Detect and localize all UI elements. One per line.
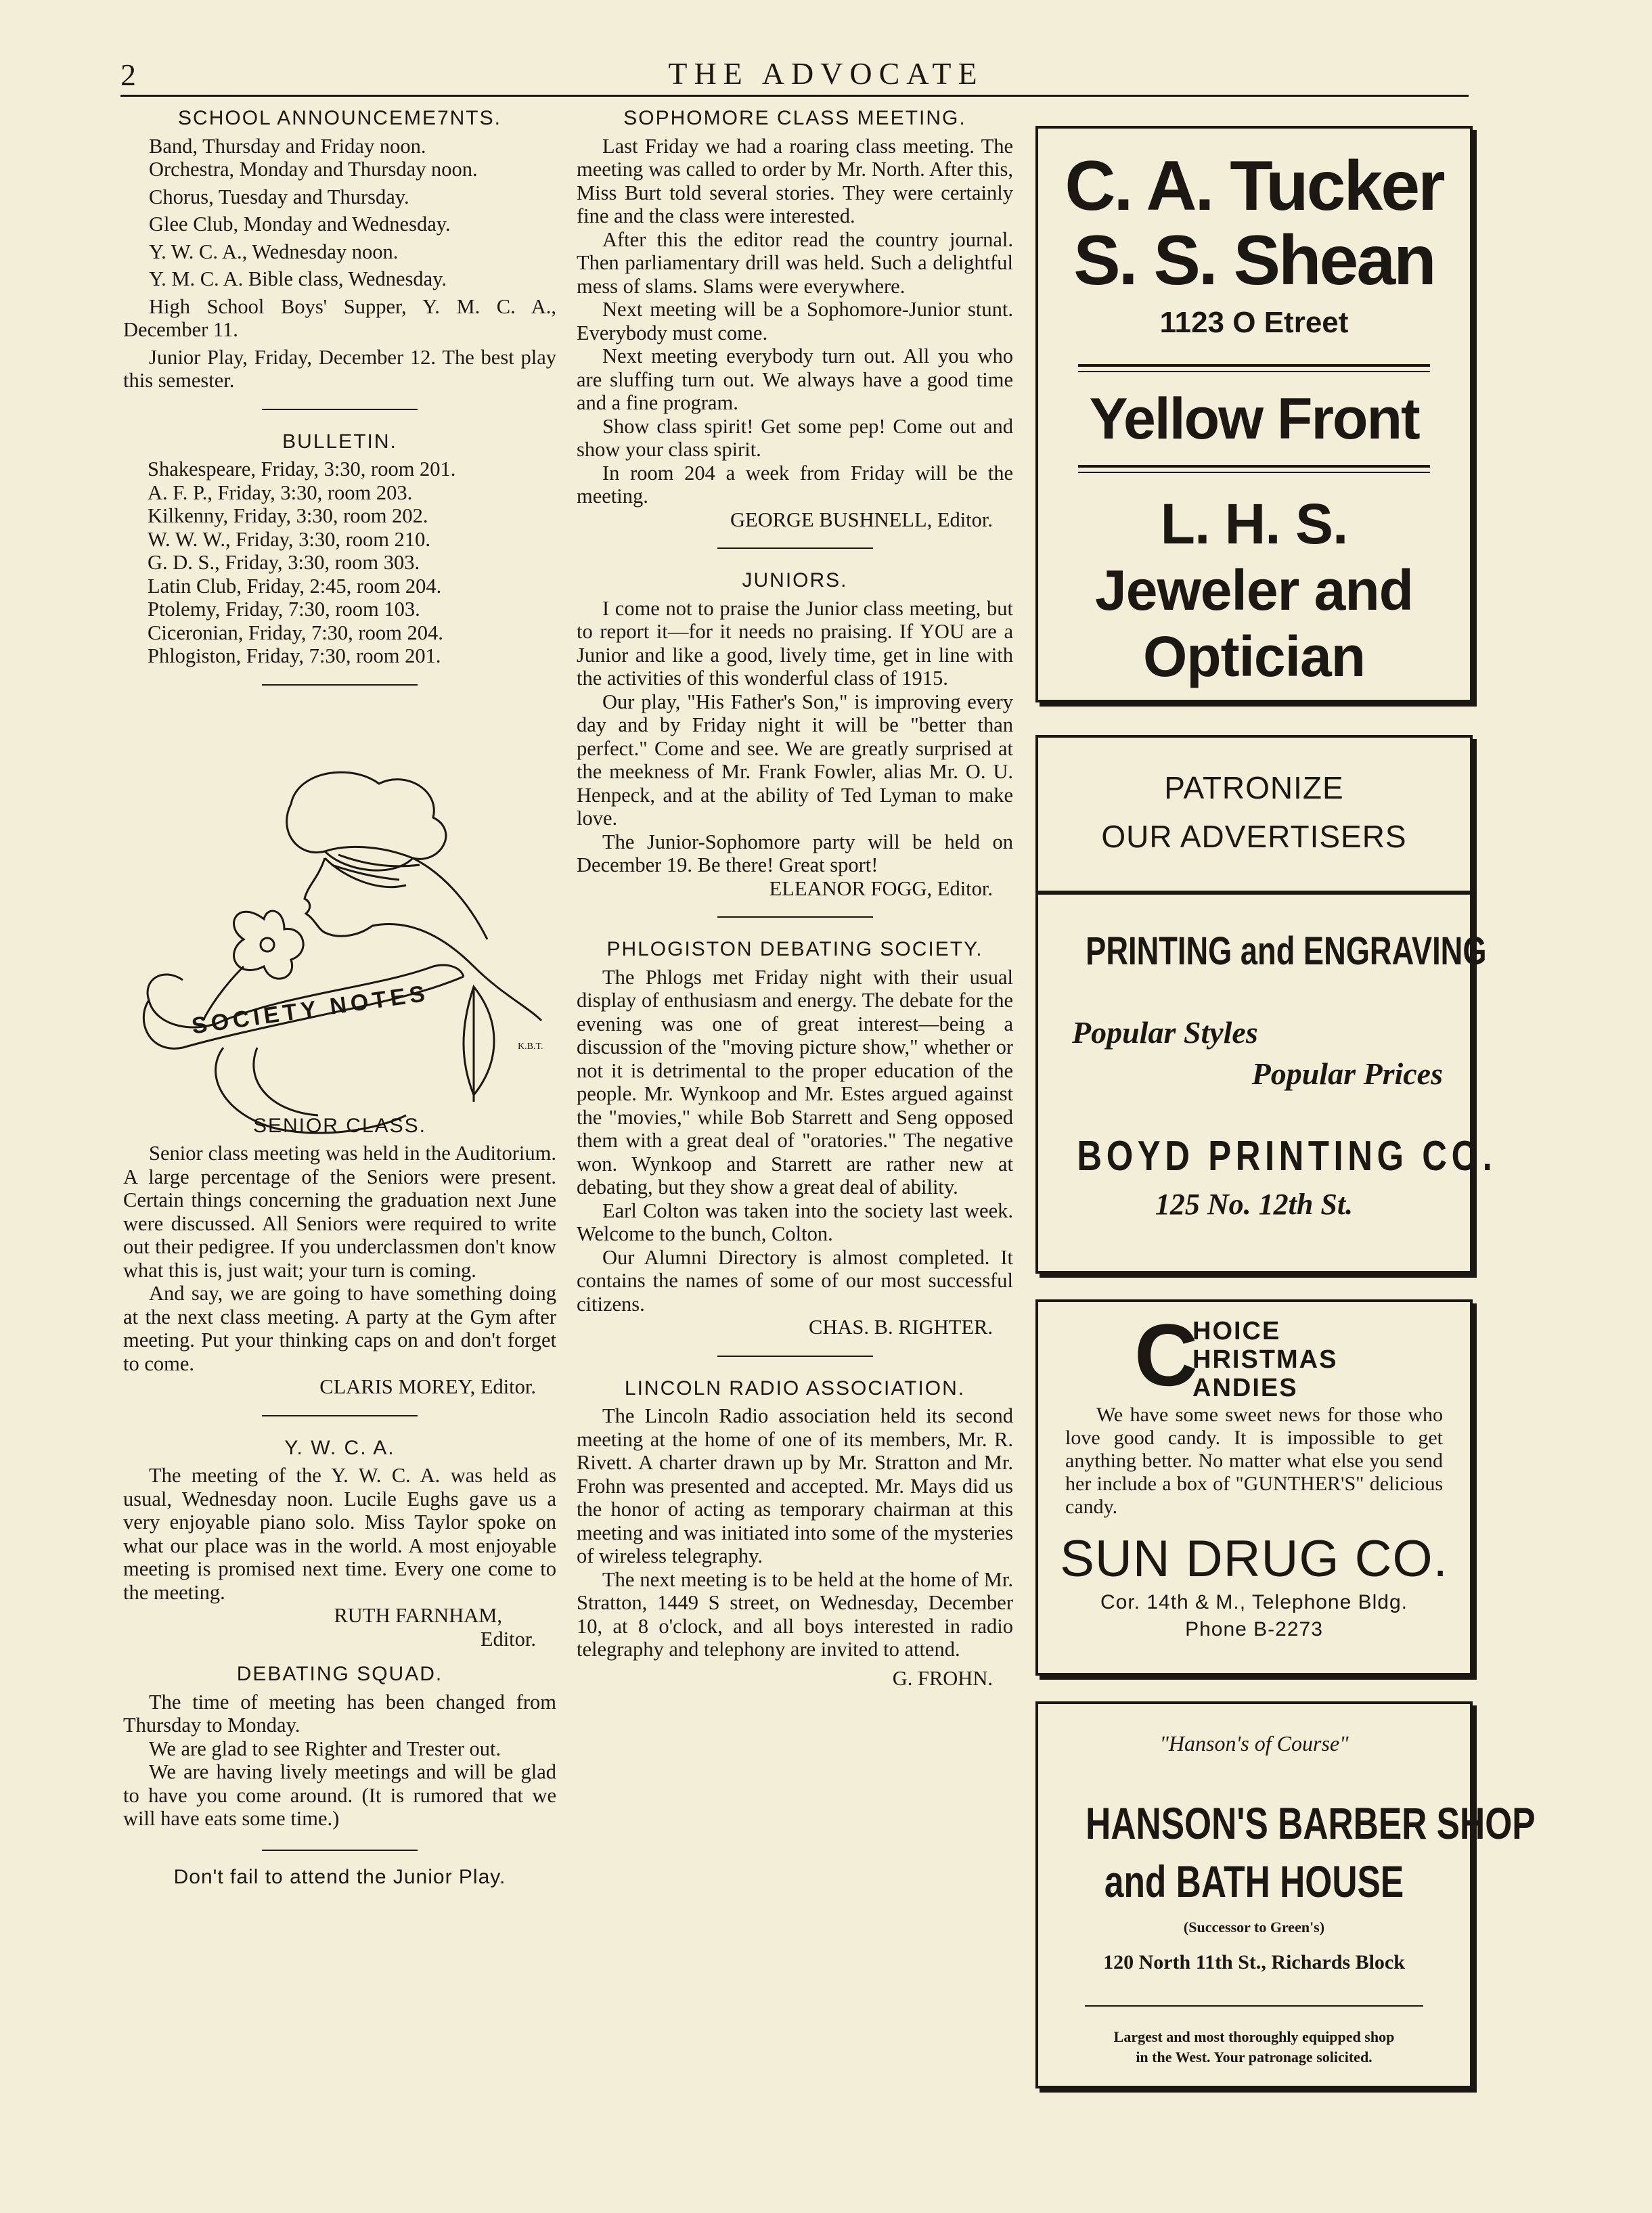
boyd-company-name: BOYD PRINTING CO. bbox=[1077, 1133, 1497, 1180]
patronize-line2: OUR ADVERTISERS bbox=[1101, 819, 1407, 854]
popular-styles-text: Popular Styles bbox=[1072, 1015, 1258, 1050]
hanson-name-line1: HANSON'S BARBER SHOP bbox=[1086, 1798, 1536, 1848]
bulletin-section bbox=[123, 430, 556, 668]
popular-prices-text: Popular Prices bbox=[1251, 1056, 1443, 1091]
ywca-heading: Y. W. C. A. bbox=[284, 1436, 395, 1459]
banner-text: SOCIETY NOTES bbox=[189, 980, 431, 1040]
sophomore-paragraph: After this the editor read the country journal. Then parliamentary drill was held. Such a delightful mess of slams. Slams were everywhere. bbox=[577, 227, 1013, 298]
sophomore-heading: SOPHOMORE CLASS MEETING. bbox=[623, 107, 966, 129]
bulletin-item: G. D. S., Friday, 3:30, room 303. bbox=[148, 551, 420, 574]
sun-drug-candy-ad bbox=[1035, 1299, 1473, 1676]
bulletin-item: Phlogiston, Friday, 7:30, room 201. bbox=[148, 644, 441, 667]
candy-line1: HOICE bbox=[1192, 1317, 1281, 1345]
phlogiston-paragraph: Our Alumni Directory is almost completed. It contains the names of some of our most successful citizens. bbox=[577, 1245, 1013, 1316]
phlogiston-paragraph: The Phlogs met Friday night with their usual display of enthusiasm and energy. The debate for the evening was one of great interest—being a discussion of the "moving picture show," whether or not it is detrimental to the proper education of the people. Mr. Wynkoop and Mr. Estes argued against the "movies," while Bob Starrett and Seng opposed them with a great deal of "oratories." The negative won. Wynkoop and Starrett are rather new at debating, but they show a great deal of ability. bbox=[577, 965, 1013, 1199]
page-number: 2 bbox=[120, 58, 136, 92]
ywca-signature-name: RUTH FARNHAM, bbox=[334, 1604, 502, 1627]
announcement-item: High School Boys' Supper, Y. M. C. A., December 11. bbox=[123, 294, 556, 341]
hanson-footer-line1: Largest and most thoroughly equipped shop bbox=[1113, 2028, 1395, 2045]
announcement-item: Chorus, Tuesday and Thursday. bbox=[149, 185, 409, 208]
section-divider bbox=[717, 547, 873, 549]
jeweler-text: Jeweler and bbox=[1095, 558, 1413, 622]
juniors-heading: JUNIORS. bbox=[742, 569, 848, 591]
bulletin-item: Ptolemy, Friday, 7:30, room 103. bbox=[148, 598, 420, 621]
section-divider bbox=[717, 1356, 873, 1357]
candy-line2: HRISTMAS bbox=[1192, 1345, 1338, 1374]
section-divider bbox=[262, 1415, 418, 1416]
sun-drug-address: Cor. 14th & M., Telephone Bldg. bbox=[1100, 1591, 1408, 1613]
sophomore-paragraph: Next meeting will be a Sophomore-Junior stunt. Everybody must come. bbox=[577, 298, 1013, 344]
hanson-address: 120 North 11th St., Richards Block bbox=[1103, 1951, 1405, 1973]
tucker-jeweler-ad bbox=[1035, 126, 1473, 702]
hanson-tagline: "Hanson's of Course" bbox=[1159, 1731, 1349, 1756]
school-announcements-section bbox=[123, 107, 556, 393]
printing-heading: PRINTING and ENGRAVING bbox=[1086, 929, 1487, 973]
bulletin-item: Shakespeare, Friday, 3:30, room 201. bbox=[148, 457, 456, 480]
lhs-text: L. H. S. bbox=[1160, 492, 1348, 556]
tucker-name: C. A. Tucker bbox=[1065, 147, 1444, 225]
section-divider bbox=[262, 409, 418, 410]
section-divider bbox=[717, 916, 873, 918]
bulletin-item: Ciceronian, Friday, 7:30, room 204. bbox=[148, 621, 443, 644]
senior-signature: CLARIS MOREY, Editor. bbox=[319, 1375, 536, 1398]
phlogiston-heading: PHLOGISTON DEBATING SOCIETY. bbox=[606, 938, 983, 960]
announcement-item: Orchestra, Monday and Thursday noon. bbox=[149, 158, 478, 181]
senior-class-section bbox=[123, 1115, 556, 1399]
hanson-successor: (Successor to Green's) bbox=[1183, 1919, 1325, 1936]
bulletin-item: W. W. W., Friday, 3:30, room 210. bbox=[148, 527, 430, 551]
ywca-signature-title: Editor. bbox=[480, 1627, 536, 1651]
shean-name: S. S. Shean bbox=[1073, 221, 1435, 300]
ywca-paragraph: The meeting of the Y. W. C. A. was held as usual, Wednesday noon. Lucile Eughs gave us a very enjoyable piano solo. Miss Taylor spoke on what our place was in the world. A most enjoyable meeting is promised next time. Every one come to the meeting. bbox=[123, 1464, 556, 1604]
sun-drug-phone: Phone B-2273 bbox=[1185, 1618, 1323, 1640]
phlogiston-section bbox=[577, 938, 1013, 1339]
senior-paragraph: And say, we are going to have something doing at the next class meeting. A party at the Gym after meeting. Put your thinking caps on and don't forget to come. bbox=[123, 1282, 556, 1375]
bulletin-heading: BULLETIN. bbox=[282, 430, 397, 453]
section-divider bbox=[262, 684, 418, 686]
section-divider bbox=[262, 1850, 418, 1851]
juniors-signature: ELEANOR FOGG, Editor. bbox=[769, 876, 993, 900]
phlogiston-signature: CHAS. B. RIGHTER. bbox=[809, 1316, 993, 1339]
announcement-item: Junior Play, Friday, December 12. The best play this semester. bbox=[123, 345, 556, 392]
hanson-name-line2: and BATH HOUSE bbox=[1104, 1856, 1404, 1906]
phlogiston-paragraph: Earl Colton was taken into the society last week. Welcome to the bunch, Colton. bbox=[577, 1199, 1013, 1245]
sophomore-section bbox=[577, 107, 1013, 531]
society-notes-illustration bbox=[122, 763, 555, 1142]
bulletin-item: Latin Club, Friday, 2:45, room 204. bbox=[148, 574, 442, 598]
announcement-item: Y. W. C. A., Wednesday noon. bbox=[149, 240, 399, 263]
newspaper-title: THE ADVOCATE bbox=[668, 56, 984, 91]
bulletin-item: Kilkenny, Friday, 3:30, room 202. bbox=[148, 504, 428, 527]
ywca-section bbox=[123, 1437, 556, 1651]
header-rule bbox=[120, 95, 1469, 97]
sophomore-paragraph: Show class spirit! Get some pep! Come out and show your class spirit. bbox=[577, 414, 1013, 461]
debating-section bbox=[123, 1663, 556, 1831]
juniors-paragraph: Our play, "His Father's Son," is improving every day and by Friday night it will be "better than perfect." Come and see. We are greatly surprised at the meekness of Mr. Frank Fowler, alias Mr. O. U. Henpeck, and at the ability of Ted Lyman to make love. bbox=[577, 690, 1013, 830]
announcement-item: Y. M. C. A. Bible class, Wednesday. bbox=[149, 267, 447, 290]
juniors-section bbox=[577, 569, 1013, 900]
sophomore-signature: GEORGE BUSHNELL, Editor. bbox=[730, 508, 993, 531]
column-middle bbox=[577, 107, 1013, 1690]
radio-section bbox=[577, 1377, 1013, 1691]
choice-christmas-candies-title bbox=[1038, 1305, 1470, 1404]
debating-paragraph: We are having lively meetings and will be glad to have you come around. (It is rumored that we will have eats some time.) bbox=[123, 1760, 556, 1830]
optician-text: Optician bbox=[1142, 625, 1366, 688]
debating-paragraph: The time of meeting has been changed from Thursday to Monday. bbox=[123, 1690, 556, 1737]
boyd-printing-ad bbox=[1035, 892, 1497, 1274]
announcement-item: Glee Club, Monday and Wednesday. bbox=[149, 213, 451, 236]
sophomore-paragraph: Next meeting everybody turn out. All you who are sluffing turn out. We always have a good time and a fine program. bbox=[577, 344, 1013, 414]
hanson-rule bbox=[1085, 2005, 1423, 2007]
boyd-address: 125 No. 12th St. bbox=[1155, 1188, 1354, 1221]
ad-double-rule bbox=[1078, 465, 1430, 473]
radio-paragraph: The Lincoln Radio association held its second meeting at the home of one of its members, Mr. R. Rivett. A charter drawn up by Mr. Stratton and Mr. Frohn was presented and accepted. Mr. Mays did us the honor of acting as temporary chairman at this meeting and was initiated into some of the mysteries of wireless telegraphy. bbox=[577, 1404, 1013, 1567]
sophomore-paragraph: In room 204 a week from Friday will be the meeting. bbox=[577, 461, 1013, 508]
juniors-paragraph: I come not to praise the Junior class meeting, but to report it—for it needs no praising. If YOU are a Junior and like a good, lively time, get in line with the activities of this wonderful class of 1915. bbox=[577, 596, 1013, 690]
junior-play-reminder: Don't fail to attend the Junior Play. bbox=[173, 1865, 506, 1888]
sophomore-paragraph: Last Friday we had a roaring class meeting. The meeting was called to order by Mr. North. After this, Miss Burt told several stories. They were certainly fine and the class were interested. bbox=[577, 134, 1013, 227]
tucker-address: 1123 O Etreet bbox=[1159, 306, 1349, 339]
school-announcements-heading: SCHOOL ANNOUNCEME7NTS. bbox=[178, 107, 501, 129]
senior-paragraph: Senior class meeting was held in the Auditorium. A large percentage of the Seniors were present. Certain things concerning the graduation next June were discussed. All Seniors were required to write out their pedigree. If you underclassmen don't know what this is, just wait; your turn is coming. bbox=[123, 1142, 556, 1282]
candy-body: We have some sweet news for those who love good candy. It is impossible to get anything better. No matter what else you send her include a box of "GUNTHER'S" delicious candy. bbox=[1065, 1404, 1443, 1518]
hanson-barber-ad bbox=[1035, 1701, 1536, 2088]
radio-heading: LINCOLN RADIO ASSOCIATION. bbox=[624, 1377, 966, 1400]
announcement-item: Band, Thursday and Friday noon. bbox=[149, 134, 426, 158]
candy-line3: ANDIES bbox=[1192, 1374, 1298, 1402]
radio-paragraph: The next meeting is to be held at the home of Mr. Stratton, 1449 S street, on Wednesday, December 10, at 8 o'clock, and all boys interested in radio telegraphy and telephony are invited to attend. bbox=[577, 1567, 1013, 1661]
candy-initial: C bbox=[1134, 1305, 1198, 1404]
radio-signature: G. FROHN. bbox=[892, 1666, 993, 1690]
hanson-footer-line2: in the West. Your patronage solicited. bbox=[1136, 2049, 1372, 2065]
yellow-front-text: Yellow Front bbox=[1089, 386, 1419, 451]
juniors-paragraph: The Junior-Sophomore party will be held on December 19. Be there! Great sport! bbox=[577, 830, 1013, 876]
debating-heading: DEBATING SQUAD. bbox=[236, 1663, 443, 1685]
artist-signature: K.B.T. bbox=[518, 1042, 543, 1052]
ad-double-rule bbox=[1078, 364, 1430, 372]
patronize-line1: PATRONIZE bbox=[1164, 770, 1344, 805]
bulletin-item: A. F. P., Friday, 3:30, room 203. bbox=[148, 480, 413, 504]
sun-drug-name: SUN DRUG CO. bbox=[1060, 1530, 1448, 1588]
senior-class-heading: SENIOR CLASS. bbox=[252, 1114, 427, 1137]
debating-paragraph: We are glad to see Righter and Trester out. bbox=[149, 1737, 501, 1760]
patronize-ad bbox=[1035, 735, 1473, 893]
